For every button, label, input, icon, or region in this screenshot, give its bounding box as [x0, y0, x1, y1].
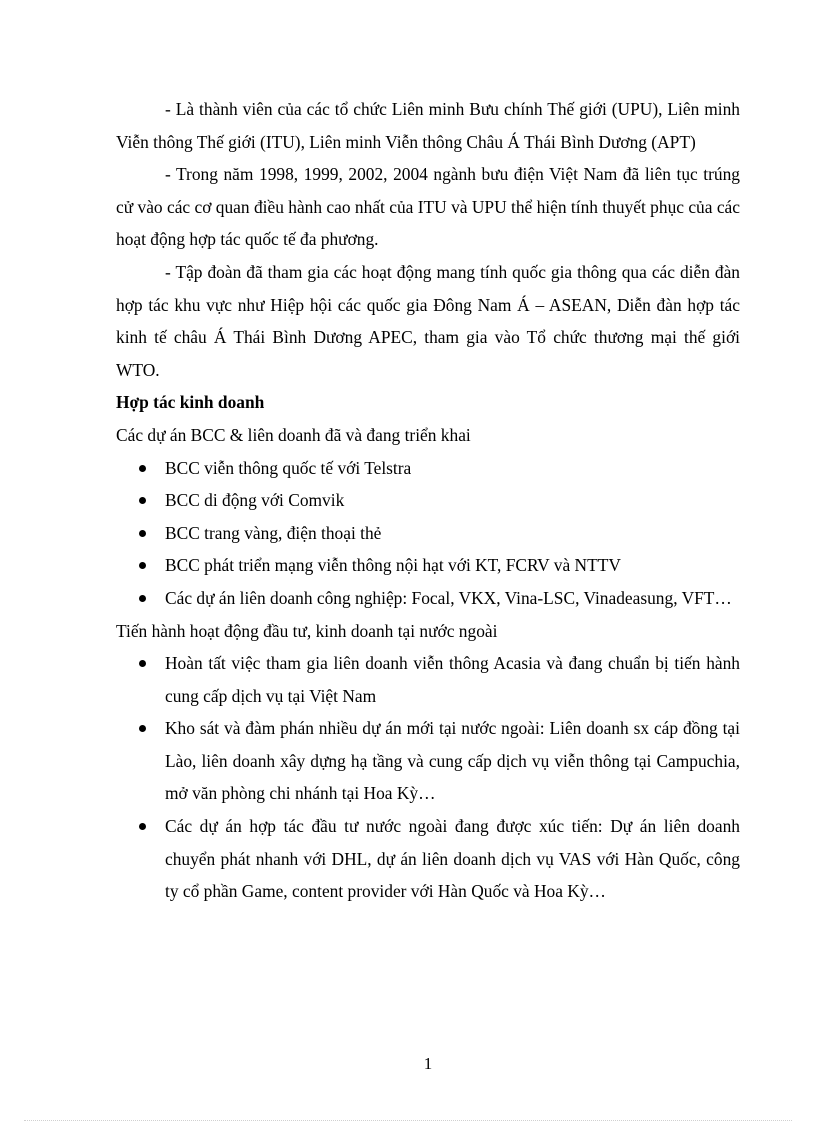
bullet-icon [139, 530, 146, 537]
page-bottom-divider [24, 1120, 792, 1121]
list-item [165, 810, 740, 908]
list-item [165, 712, 740, 810]
bcc-intro: Các dự án BCC & liên doanh đã và đang triển khai [116, 424, 471, 445]
document-body [116, 93, 740, 908]
list-item [165, 484, 740, 517]
page-number: 1 [423, 1054, 433, 1073]
list-item [165, 517, 740, 550]
bullet-icon [139, 595, 146, 602]
bullet-icon [139, 823, 146, 830]
paragraph-membership: - Là thành viên của các tổ chức Liên minh Bưu chính Thế giới (UPU), Liên minh Viễn thông Thế giới (ITU), Liên minh Viễn thông Châu Á Thái Bình Dương (APT) [116, 99, 740, 152]
list-item-text: Hoàn tất việc tham gia liên doanh viễn thông Acasia và đang chuẩn bị tiến hành cung cấp dịch vụ tại Việt Nam [165, 653, 740, 706]
bullet-icon [139, 660, 146, 667]
list-item-text: Các dự án liên doanh công nghiệp: Focal, VKX, Vina-LSC, Vinadeasung, VFT… [165, 587, 732, 608]
bullet-icon [139, 465, 146, 472]
list-item-text: Kho sát và đàm phán nhiều dự án mới tại nước ngoài: Liên doanh sx cáp đồng tại Lào, liên doanh xây dựng hạ tầng và cung cấp dịch vụ viễn thông tại Campuchia, mở văn phòng chi nhánh tại Hoa Kỳ… [165, 718, 740, 804]
list-item-text: BCC di động với Comvik [165, 490, 345, 511]
section-heading-business: Hợp tác kinh doanh [116, 392, 265, 413]
bcc-list [116, 452, 740, 615]
bullet-icon [139, 725, 146, 732]
list-item [165, 582, 740, 615]
list-item-text: Các dự án hợp tác đầu tư nước ngoài đang được xúc tiến: Dự án liên doanh chuyển phát nhanh với DHL, dự án liên doanh dịch vụ VAS với Hàn Quốc, công ty cổ phần Game, content provider với Hàn Quốc và Hoa Kỳ… [165, 816, 740, 902]
list-item-text: BCC viễn thông quốc tế với Telstra [165, 457, 412, 478]
paragraph-elections: - Trong năm 1998, 1999, 2002, 2004 ngành bưu điện Việt Nam đã liên tục trúng cử vào các cơ quan điều hành cao nhất của ITU và UPU thể hiện tính thuyết phục của các hoạt động hợp tác quốc tế đa phương. [116, 164, 740, 250]
overseas-intro: Tiến hành hoạt động đầu tư, kinh doanh tại nước ngoài [116, 620, 498, 641]
list-item-text: BCC trang vàng, điện thoại thẻ [165, 522, 382, 543]
list-item [165, 452, 740, 485]
bullet-icon [139, 497, 146, 504]
list-item-text: BCC phát triển mạng viễn thông nội hạt với KT, FCRV và NTTV [165, 555, 621, 576]
list-item [165, 647, 740, 712]
overseas-list [116, 647, 740, 908]
list-item [165, 549, 740, 582]
bullet-icon [139, 562, 146, 569]
paragraph-forums: - Tập đoàn đã tham gia các hoạt động mang tính quốc gia thông qua các diễn đàn hợp tác khu vực như Hiệp hội các quốc gia Đông Nam Á – ASEAN, Diễn đàn hợp tác kinh tế châu Á Thái Bình Dương APEC, tham gia vào Tổ chức thương mại thế giới WTO. [116, 261, 740, 380]
